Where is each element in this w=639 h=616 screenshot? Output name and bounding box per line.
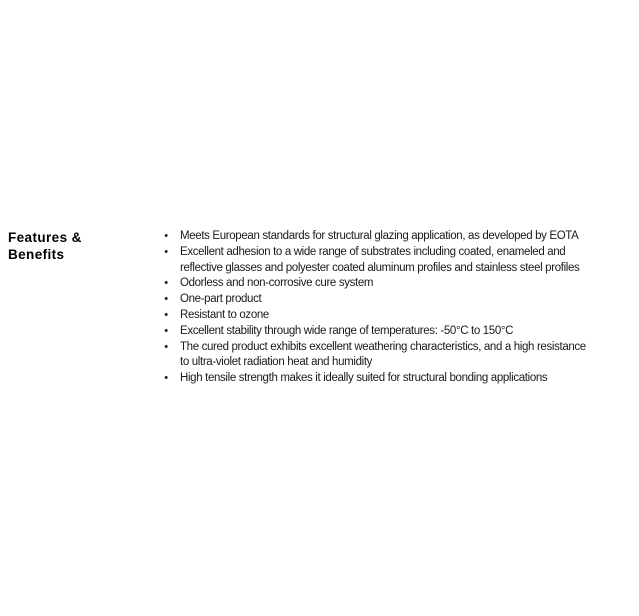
- bullet-icon: •: [164, 230, 168, 242]
- feature-item: [160, 324, 600, 340]
- heading-line-1: Features &: [8, 230, 82, 245]
- feature-text: Resistant to ozone: [180, 308, 269, 321]
- features-list: [160, 229, 600, 387]
- feature-text-continued: to ultra-violet radiation heat and humidity: [180, 356, 373, 369]
- feature-text: Excellent adhesion to a wide range of substrates including coated, enameled and: [180, 245, 566, 258]
- bullet-icon: •: [164, 372, 168, 385]
- bullet-icon: •: [164, 293, 168, 306]
- feature-text: High tensile strength makes it ideally suited for structural bonding applications: [180, 372, 548, 385]
- feature-item: [160, 245, 600, 277]
- feature-text: Meets European standards for structural glazing application, as developed by EOTA: [180, 230, 579, 242]
- section-heading: [8, 229, 128, 263]
- feature-text: The cured product exhibits excellent weathering characteristics, and a high resistance: [180, 340, 586, 353]
- feature-item: [160, 371, 600, 387]
- feature-item: [160, 308, 600, 324]
- bullet-icon: •: [164, 340, 168, 353]
- feature-text: One-part product: [180, 293, 262, 306]
- bullet-icon: •: [164, 245, 168, 258]
- heading-line-2: Benefits: [8, 247, 65, 262]
- bullet-icon: •: [164, 324, 168, 337]
- bullet-icon: •: [164, 308, 168, 321]
- feature-text: Odorless and non-corrosive cure system: [180, 277, 374, 290]
- feature-item: [160, 276, 600, 292]
- feature-item: [160, 292, 600, 308]
- feature-item: [160, 340, 600, 372]
- feature-item: [160, 229, 600, 245]
- bullet-icon: •: [164, 277, 168, 290]
- feature-text: Excellent stability through wide range of temperatures: -50°C to 150°C: [180, 324, 514, 337]
- feature-text-continued: reflective glasses and polyester coated aluminum profiles and stainless steel profiles: [180, 261, 580, 274]
